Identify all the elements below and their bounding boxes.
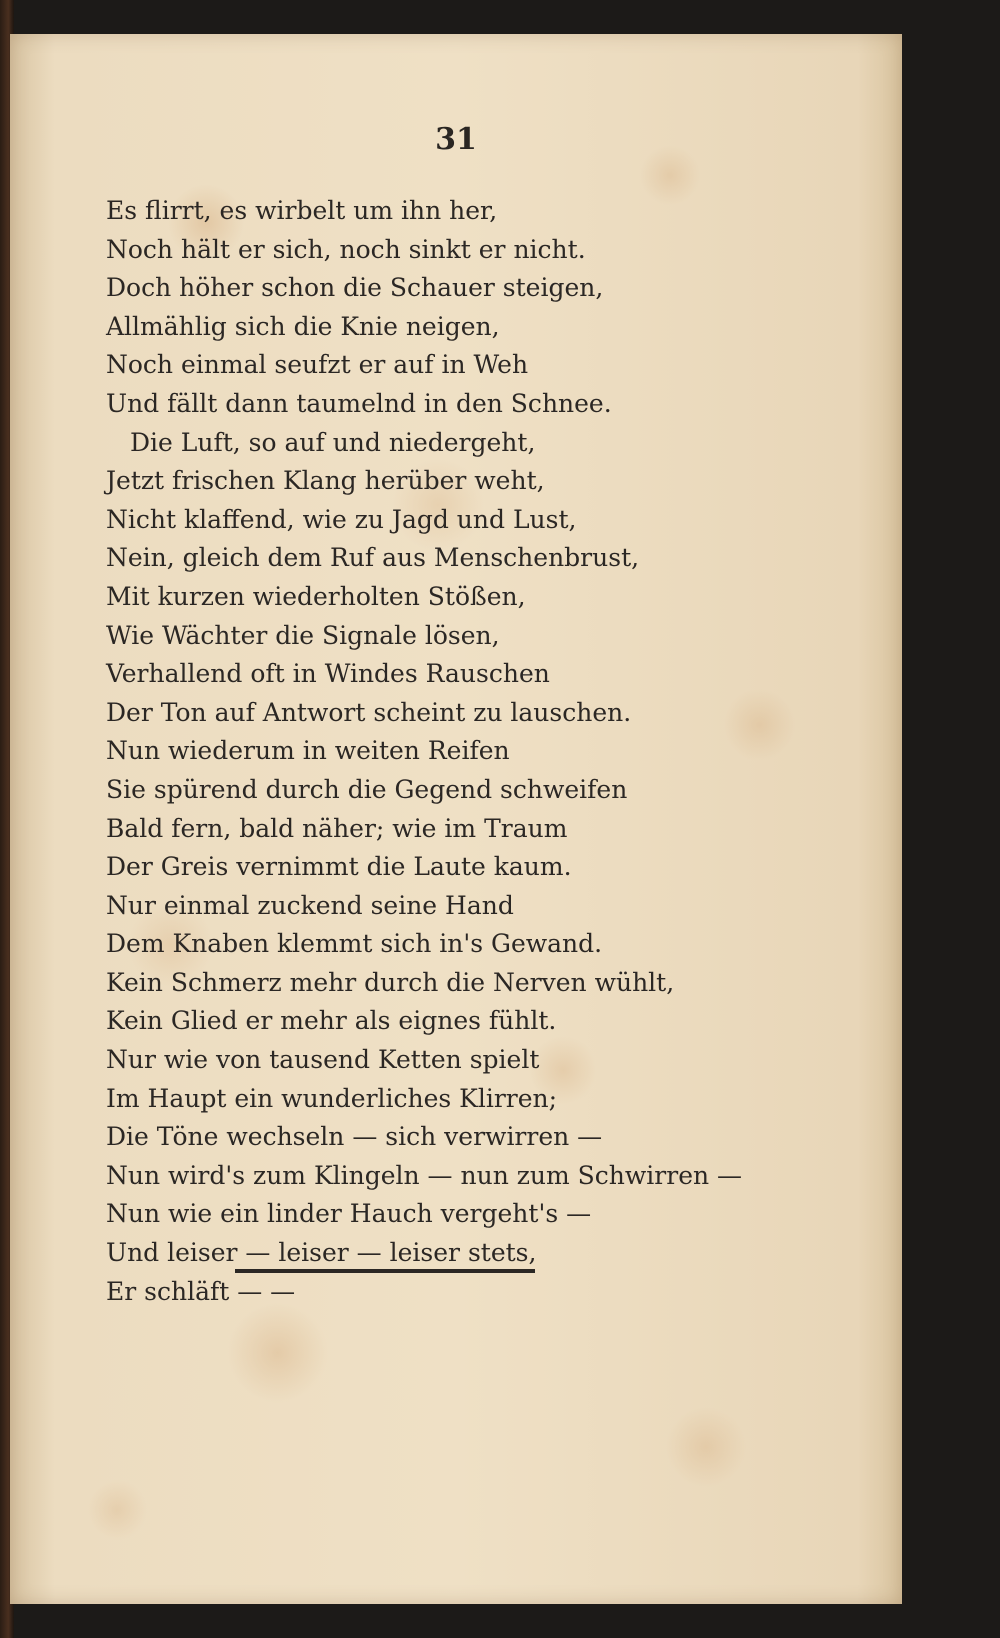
verse-line: Mit kurzen wiederholten Stößen, — [106, 581, 526, 611]
verse-line: Verhallend oft in Windes Rauschen — [106, 659, 550, 689]
verse-line: Allmählig sich die Knie neigen, — [106, 311, 500, 341]
verse-line: Jetzt frischen Klang herüber weht, — [106, 466, 545, 496]
verse-line: Wie Wächter die Signale lösen, — [106, 620, 500, 650]
verse-line: Und leiser — leiser — leiser stets, — [106, 1238, 537, 1268]
verse-line: Nun wird's zum Klingeln — nun zum Schwirren — — [106, 1160, 743, 1190]
verse-line: Kein Glied er mehr als eignes fühlt. — [106, 1006, 557, 1036]
verse-line: Nur einmal zuckend seine Hand — [106, 890, 514, 920]
verse-line: Bald fern, bald näher; wie im Traum — [106, 813, 568, 843]
verse-line: Kein Schmerz mehr durch die Nerven wühlt, — [106, 967, 675, 997]
verse-line: Doch höher schon die Schauer steigen, — [106, 273, 604, 303]
verse-line: Nur wie von tausend Ketten spielt — [106, 1045, 540, 1075]
verse-line: Er schläft — — — [106, 1276, 296, 1306]
verse-line: Dem Knaben klemmt sich in's Gewand. — [106, 929, 603, 959]
verse-line: Die Luft, so auf und niedergeht, — [130, 427, 536, 457]
verse-line: Sie spürend durch die Gegend schweifen — [106, 774, 628, 804]
verse-line: Die Töne wechseln — sich verwirren — — [106, 1122, 603, 1152]
page-number: 31 — [435, 122, 477, 157]
poem-verse — [106, 192, 886, 1311]
verse-line: Noch einmal seufzt er auf in Weh — [106, 350, 529, 380]
verse-line: Im Haupt ein wunderliches Klirren; — [106, 1083, 558, 1113]
verse-line: Und fällt dann taumelnd in den Schnee. — [106, 388, 612, 418]
verse-line: Noch hält er sich, noch sinkt er nicht. — [106, 234, 586, 264]
verse-line: Nun wiederum in weiten Reifen — [106, 736, 510, 766]
verse-line: Der Ton auf Antwort scheint zu lauschen. — [106, 697, 632, 727]
book-page — [10, 34, 902, 1604]
verse-line: Es flirrt, es wirbelt um ihn her, — [106, 196, 498, 225]
verse-line: Nicht klaffend, wie zu Jagd und Lust, — [106, 504, 577, 534]
verse-line: Nun wie ein linder Hauch vergeht's — — [106, 1199, 592, 1229]
verse-line: Der Greis vernimmt die Laute kaum. — [106, 852, 572, 882]
verse-line: Nein, gleich dem Ruf aus Menschenbrust, — [106, 543, 640, 573]
closing-rule — [235, 1269, 535, 1273]
